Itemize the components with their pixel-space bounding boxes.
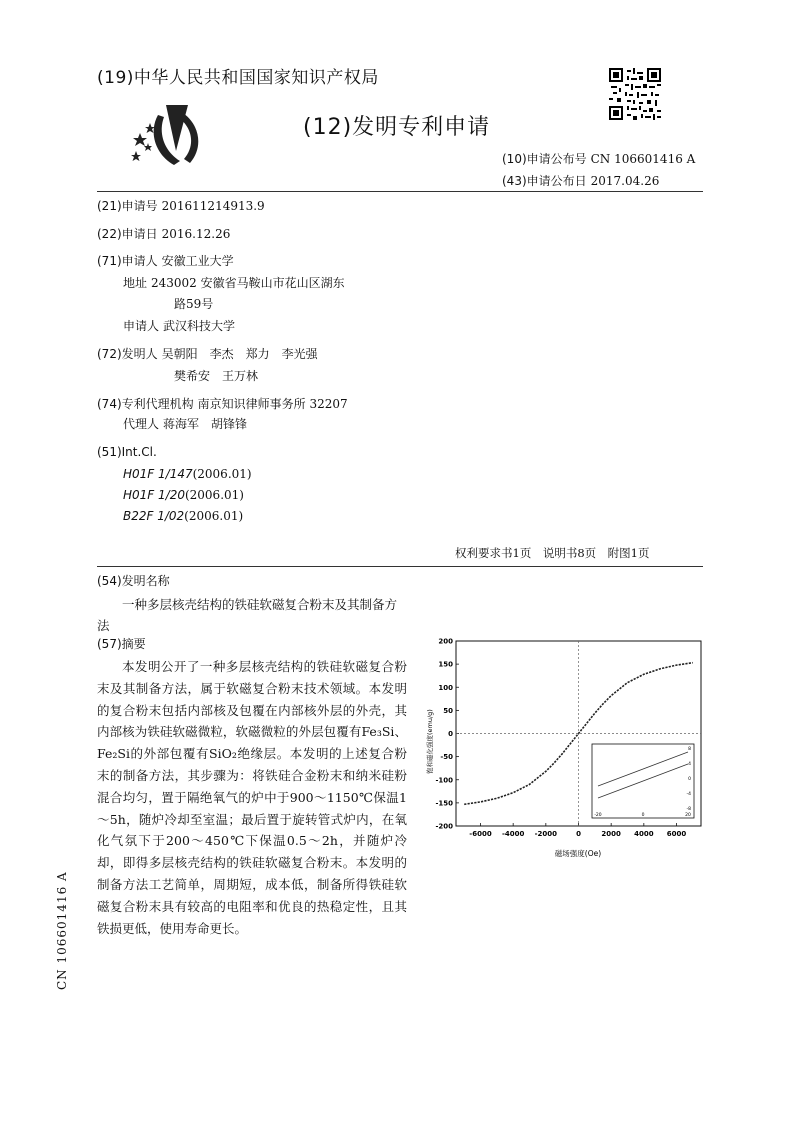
applicant-label: (71)申请人 [97, 254, 158, 268]
inset-y-tick-label: 4 [688, 762, 691, 767]
y-tick-label: 100 [438, 683, 453, 692]
inventors-label: (72)发明人 [97, 347, 158, 361]
abstract-label: (57)摘要 [97, 637, 146, 651]
address-line-2: 路59号 [174, 297, 214, 311]
inset-x-tick-label: 0 [641, 813, 645, 818]
x-tick-label: 6000 [666, 830, 687, 838]
address-line-1: 243002 安徽省马鞍山市花山区湖东 [151, 276, 345, 290]
y-tick-label: 50 [443, 706, 453, 715]
ipc-class-2: H01F 1/20(2006.01) [123, 488, 244, 502]
applicant-2: 武汉科技大学 [163, 319, 236, 333]
qr-code [609, 68, 661, 120]
x-tick-label: -2000 [534, 830, 558, 838]
inventors-line-2: 樊希安 王万林 [174, 369, 259, 383]
y-tick-label: 0 [448, 730, 453, 738]
inset-x-tick-label: -20 [594, 813, 602, 818]
pub-date-label: (43)申请公布日 [502, 174, 587, 188]
applicant-row [97, 251, 234, 271]
pub-date: 2017.04.26 [590, 174, 660, 188]
y-tick-label: 200 [438, 637, 453, 646]
cnipa-logo [128, 103, 210, 169]
y-tick-label: -200 [435, 822, 453, 831]
publication-number-line [502, 150, 695, 167]
x-tick-label: 2000 [601, 830, 621, 838]
abstract-rule [97, 566, 703, 567]
inset-x-tick-label: 20 [685, 813, 691, 818]
intcl-row [97, 442, 157, 462]
agency: 南京知识律师事务所 32207 [197, 397, 348, 411]
x-tick-label: 0 [576, 830, 581, 838]
app-no-row [97, 196, 265, 216]
inventors-line-1: 吴朝阳 李杰 郑力 李光强 [161, 347, 318, 361]
filing-date-label: (22)申请日 [97, 227, 158, 241]
agency-row [97, 394, 348, 414]
title-label: (54)发明名称 [97, 574, 170, 588]
document-type: (12)发明专利申请 [303, 115, 491, 140]
agency-label: (74)专利代理机构 [97, 397, 194, 411]
filing-date-row [97, 224, 230, 244]
filing-date: 2016.12.26 [161, 227, 231, 241]
abstract-text: 本发明公开了一种多层核壳结构的铁硅软磁复合粉末及其制备方法，属于软磁复合粉末技术领域。本发明的复合粉末包括内部核及包覆在内部核外层的外壳，其内部核为铁硅软磁微粒，软磁微粒的外层包覆有Fe₃Si、Fe₂Si的外部包覆有SiO₂绝缘层。本发明的上述复合粉末的制备方法，其步骤为：将铁硅合金粉末和纳米硅粉混合均匀，置于隔绝氧气的炉中于900～1150℃保温1～5h，随炉冷却至室温；最后置于旋转管式炉内，在氧化气氛下于200～450℃下保温0.5～2h，并随炉冷却，即得多层核壳结构的铁硅软磁复合粉末。本发明的制备方法工艺简单，周期短，成本低，制备所得铁硅软磁复合粉末具有较高的电阻率和优良的热稳定性，且其铁损更低，使用寿命更长。 [97, 659, 407, 936]
y-tick-label: 150 [438, 660, 453, 669]
publication-date-line [502, 172, 659, 189]
hysteresis-chart [420, 636, 710, 861]
inset-y-tick-label: -4 [686, 792, 691, 797]
inset-y-tick-label: 8 [688, 747, 691, 752]
y-tick-label: -100 [435, 776, 453, 785]
side-publication-number: CN 106601416 A [55, 871, 69, 990]
inset-y-tick-label: 0 [688, 777, 691, 782]
agent-row [123, 414, 247, 434]
x-tick-label: -6000 [469, 830, 492, 838]
ipc-class-1: H01F 1/147(2006.01) [123, 467, 252, 481]
inventors-row [97, 344, 318, 364]
x-tick-label: 4000 [634, 830, 654, 838]
inset-plot [592, 744, 694, 818]
office-name: (19)中华人民共和国国家知识产权局 [97, 68, 379, 88]
inset-y-tick-label: -8 [686, 807, 691, 812]
applicant-2-label: 申请人 [123, 319, 160, 333]
pub-no-label: (10)申请公布号 [502, 152, 587, 166]
header-rule [97, 191, 703, 192]
ipc-class-3: B22F 1/02(2006.01) [123, 509, 244, 523]
applicant-2-row [123, 316, 235, 336]
applicant-1: 安徽工业大学 [161, 254, 234, 268]
y-axis-label: 饱和磁化强度(emu/g) [426, 709, 434, 774]
x-axis-label: 磁场强度(Oe) [554, 849, 602, 858]
app-no-label: (21)申请号 [97, 199, 158, 213]
address-row [123, 273, 345, 293]
y-tick-label: -150 [435, 799, 453, 808]
agent: 蒋海军 胡锋锋 [163, 417, 248, 431]
address-label: 地址 [123, 276, 148, 290]
page-count-line: 权利要求书1页 说明书8页 附图1页 [455, 546, 650, 560]
agent-label: 代理人 [123, 417, 160, 431]
pub-no: CN 106601416 A [590, 152, 696, 166]
y-tick-label: -50 [440, 753, 453, 762]
invention-title: 一种多层核壳结构的铁硅软磁复合粉末及其制备方法 [97, 597, 398, 633]
x-tick-label: -4000 [501, 830, 525, 838]
app-no: 201611214913.9 [161, 199, 265, 213]
intcl-label: (51)Int.Cl. [97, 445, 157, 459]
